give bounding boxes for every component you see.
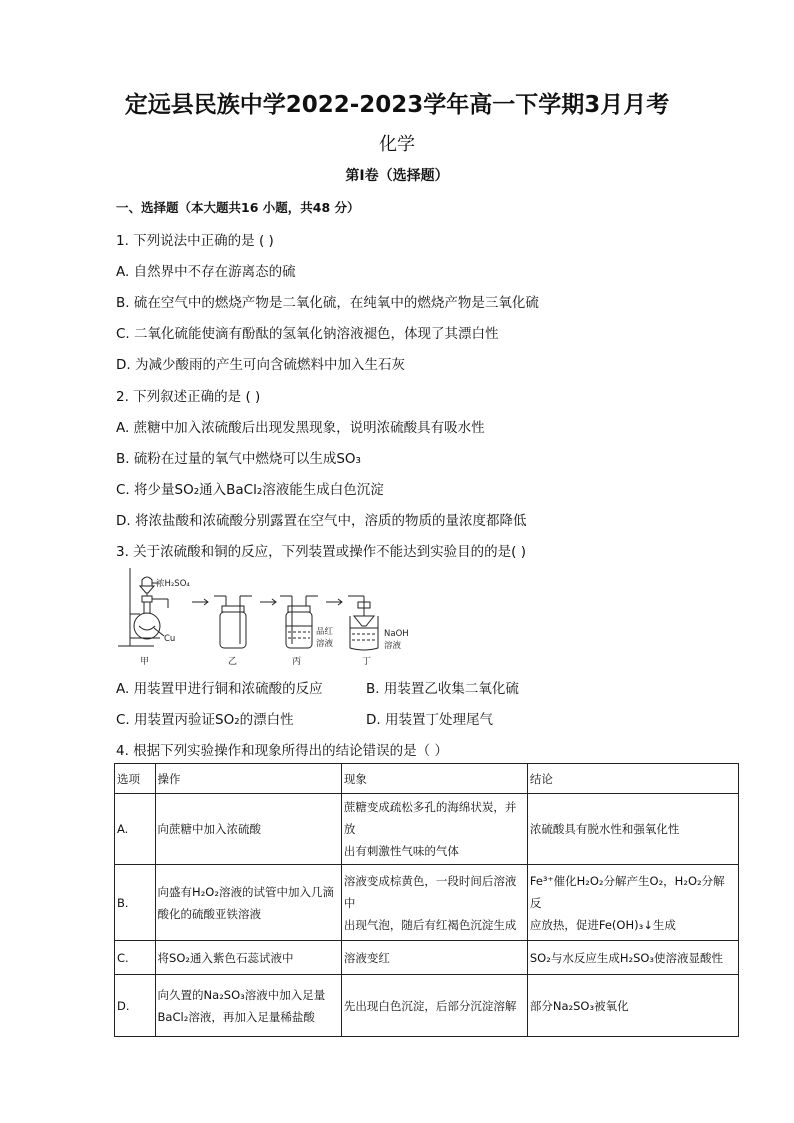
q4-stem: 4. 根据下列实验操作和现象所得出的结论错误的是（ ） [116, 743, 448, 759]
q4-table [114, 763, 739, 1037]
row-c-option: C. [115, 941, 156, 975]
q2-option-d: D. 将浓盐酸和浓硫酸分别露置在空气中，溶质的物质的量浓度都降低 [116, 513, 527, 529]
cell-line: 部分Na₂SO₃被氧化 [529, 998, 629, 1013]
cell-line: 浓硫酸具有脱水性和强氧化性 [529, 822, 680, 836]
q3-option-a: A. 用装置甲进行铜和浓硫酸的反应 [116, 681, 323, 697]
row-a-phenomenon [341, 794, 527, 865]
cell-line: BaCl₂溶液，再加入足量稀盐酸 [157, 1009, 315, 1024]
cell-line: Fe³⁺催化H₂O₂分解产生O₂，H₂O₂分解反 [529, 873, 725, 910]
row-b-operation [155, 865, 341, 941]
q2-option-c: C. 将少量SO₂通入BaCl₂溶液能生成白色沉淀 [116, 482, 384, 498]
q2-option-a: A. 蔗糖中加入浓硫酸后出现发黑现象，说明浓硫酸具有吸水性 [116, 420, 485, 436]
row-c-conclusion [527, 941, 738, 975]
label-pinhong-2: 溶液 [316, 639, 334, 649]
row-d-option: D. [115, 975, 156, 1037]
label-naoh-1: NaOH [384, 629, 409, 639]
q3-option-d: D. 用装置丁处理尾气 [366, 712, 493, 728]
cell-line: 酸化的硫酸亚铁溶液 [157, 906, 262, 921]
cell-line: 应放热，促进Fe(OH)₃↓生成 [529, 917, 676, 932]
cell-line: 蔗糖变成疏松多孔的海绵状炭，并放 [343, 800, 517, 836]
q1-option-c: C. 二氧化硫能使滴有酚酞的氢氧化钠溶液褪色，体现了其漂白性 [116, 326, 499, 342]
table-row [115, 941, 739, 975]
cell-line: 溶液变红 [343, 950, 390, 965]
q2-stem: 2. 下列叙述正确的是 ( ) [116, 389, 261, 405]
q3-stem: 3. 关于浓硫酸和铜的反应，下列装置或操作不能达到实验目的的是( ) [116, 544, 526, 560]
section-heading: 一、选择题（本大题共16 小题，共48 分） [116, 200, 360, 215]
label-pinhong-1: 品红 [316, 627, 334, 637]
q1-option-b: B. 硫在空气中的燃烧产物是二氧化硫，在纯氧中的燃烧产物是三氧化硫 [116, 295, 539, 311]
label-jia: 甲 [140, 657, 150, 667]
row-d-phenomenon [341, 975, 527, 1037]
q3-option-c: C. 用装置丙验证SO₂的漂白性 [116, 712, 294, 728]
cell-line: 出有刺激性气味的气体 [343, 844, 459, 858]
q1-stem: 1. 下列说法中正确的是 ( ) [116, 233, 274, 249]
table-row [115, 975, 739, 1037]
row-b-phenomenon [341, 865, 527, 941]
q3-option-b: B. 用装置乙收集二氧化硫 [366, 681, 519, 697]
label-acid: 浓H₂SO₄ [156, 579, 190, 589]
table-header-row [115, 764, 739, 794]
header-conclusion: 结论 [527, 764, 738, 794]
label-yi: 乙 [228, 657, 238, 667]
row-c-operation [155, 941, 341, 975]
cell-line: 向蔗糖中加入浓硫酸 [157, 822, 262, 836]
row-c-phenomenon [341, 941, 527, 975]
header-phenomenon: 现象 [341, 764, 527, 794]
cell-line: 出现气泡，随后有红褐色沉淀生成 [343, 917, 517, 932]
row-d-conclusion [527, 975, 738, 1037]
volume-title: 第Ⅰ卷（选择题） [345, 168, 449, 184]
row-d-operation [155, 975, 341, 1037]
cell-line: 将SO₂通入紫色石蕊试液中 [157, 950, 294, 965]
table-row [115, 865, 739, 941]
row-b-conclusion [527, 865, 738, 941]
cell-line: 溶液变成棕黄色，一段时间后溶液中 [343, 873, 517, 910]
cell-line: 向盛有H₂O₂溶液的试管中加入几滴 [157, 884, 334, 899]
q1-option-a: A. 自然界中不存在游离态的硫 [116, 264, 296, 280]
q1-option-d: D. 为减少酸雨的产生可向含硫燃料中加入生石灰 [116, 357, 405, 373]
apparatus-diagram [114, 566, 434, 670]
label-bing: 丙 [292, 657, 302, 667]
table-row [115, 794, 739, 865]
exam-title: 定远县民族中学2022-2023学年高一下学期3月月考 [124, 92, 670, 118]
cell-line: SO₂与水反应生成H₂SO₃使溶液显酸性 [529, 950, 724, 965]
row-a-operation [155, 794, 341, 865]
subject-title: 化学 [379, 134, 415, 155]
header-operation: 操作 [155, 764, 341, 794]
cell-line: 向久置的Na₂SO₃溶液中加入足量 [157, 987, 326, 1002]
label-ding: 丁 [362, 657, 372, 667]
label-naoh-2: 溶液 [384, 641, 402, 651]
cell-line: 先出现白色沉淀，后部分沉淀溶解 [343, 998, 517, 1013]
label-cu: Cu [164, 634, 176, 644]
q2-option-b: B. 硫粉在过量的氧气中燃烧可以生成SO₃ [116, 451, 361, 467]
row-a-option: A. [115, 794, 156, 865]
header-option: 选项 [115, 764, 156, 794]
row-a-conclusion [527, 794, 738, 865]
row-b-option: B. [115, 865, 156, 941]
